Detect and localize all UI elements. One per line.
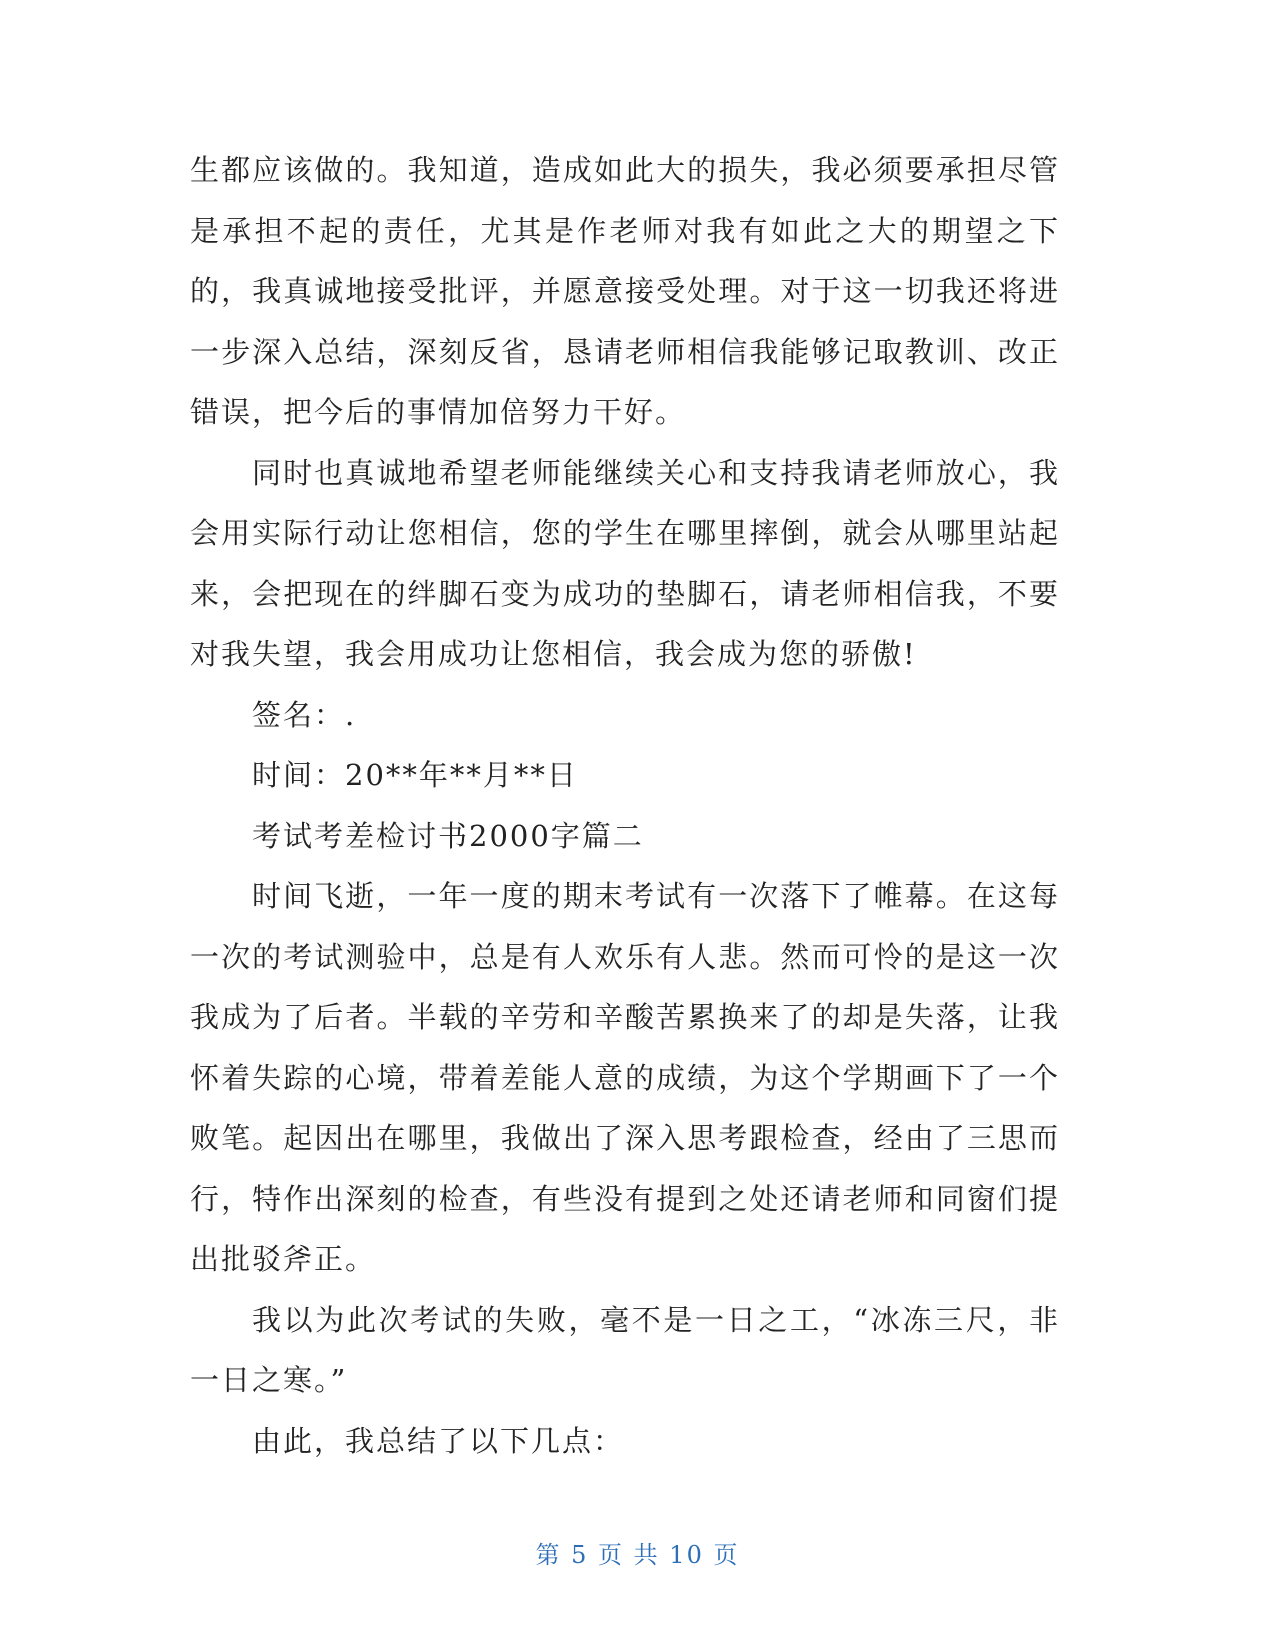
section-heading: 考试考差检讨书2000字篇二 [252, 818, 644, 853]
signature-line: 签名：. [252, 697, 357, 732]
paragraph-promise: 同时也真诚地希望老师能继续关心和支持我请老师放心，我会用实际行动让您相信，您的学生在哪里摔倒，就会从哪里站起来，会把现在的绊脚石变为成功的垫脚石，请老师相信我，不要对我失望，我会用成功让您相信，我会成为您的骄傲! [190, 455, 1060, 671]
paragraph-intro: 时间飞逝，一年一度的期末考试有一次落下了帷幕。在这每一次的考试测验中，总是有人欢乐有人悲。然而可怜的是这一次我成为了后者。半载的辛劳和辛酸苦累换来了的却是失落，让我怀着失踪的心境，带着差能人意的成绩，为这个学期画下了一个败笔。起因出在哪里，我做出了深入思考跟检查，经由了三思而行，特作出深刻的检查，有些没有提到之处还请老师和同窗们提出批驳斧正。 [190, 879, 1060, 1276]
paragraph-summary-lead: 由此，我总结了以下几点： [252, 1423, 625, 1458]
paragraph-continued: 生都应该做的。我知道，造成如此大的损失，我必须要承担尽管是承担不起的责任，尤其是作老师对我有如此之大的期望之下的，我真诚地接受批评，并愿意接受处理。对于这一切我还将进一步深入总结，深刻反省，恳请老师相信我能够记取教训、改正错误，把今后的事情加倍努力干好。 [190, 153, 1060, 429]
page-number-footer: 第 5 页 共 10 页 [535, 1541, 740, 1569]
date-line: 时间：20**年**月**日 [252, 758, 578, 792]
page-body [190, 140, 1060, 1471]
paragraph-reason: 我以为此次考试的失败，毫不是一日之工，“冰冻三尺，非一日之寒。” [190, 1302, 1060, 1397]
